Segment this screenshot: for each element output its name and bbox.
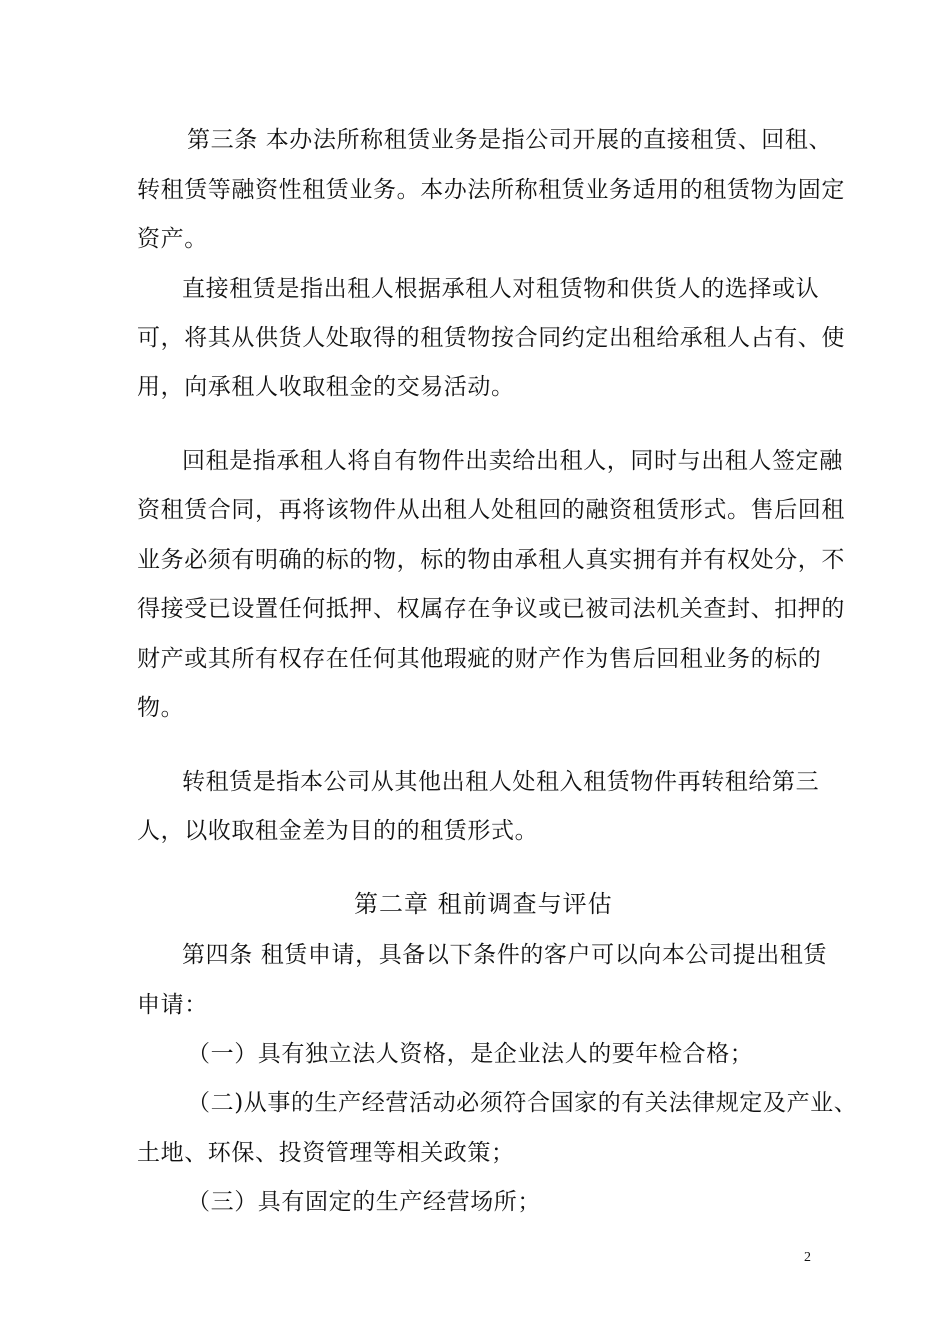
article-4-line-1: 第四条 租赁申请，具备以下条件的客户可以向本公司提出租赁 bbox=[182, 942, 828, 968]
leaseback-line-4: 得接受已设置任何抵押、权属存在争议或已被司法机关查封、扣押的 bbox=[137, 596, 845, 622]
leaseback-line-6: 物。 bbox=[137, 695, 185, 721]
leaseback-line-3: 业务必须有明确的标的物，标的物由承租人真实拥有并有权处分，不 bbox=[137, 547, 845, 573]
condition-2-line-2: 土地、环保、投资管理等相关政策； bbox=[137, 1140, 515, 1166]
condition-2-line-1: （二)从事的生产经营活动必须符合国家的有关法律规定及产业、 bbox=[187, 1090, 858, 1116]
sublease-line-1: 转租赁是指本公司从其他出租人处租入租赁物件再转租给第三 bbox=[182, 769, 820, 795]
leaseback-line-1: 回租是指承租人将自有物件出卖给出租人，同时与出租人签定融 bbox=[182, 448, 843, 474]
direct-lease-line-2: 可，将其从供货人处取得的租赁物按合同约定出租给承租人占有、使 bbox=[137, 325, 845, 351]
direct-lease-line-1: 直接租赁是指出租人根据承租人对租赁物和供货人的选择或认 bbox=[182, 276, 820, 302]
article-3-line-2: 转租赁等融资性租赁业务。本办法所称租赁业务适用的租赁物为固定 bbox=[137, 177, 845, 203]
page-number: 2 bbox=[804, 1250, 811, 1265]
leaseback-line-5: 财产或其所有权存在任何其他瑕疵的财产作为售后回租业务的标的 bbox=[137, 646, 822, 672]
article-4-line-2: 申请： bbox=[137, 992, 208, 1018]
article-3-line-1: 第三条 本办法所称租赁业务是指公司开展的直接租赁、回租、 bbox=[187, 127, 833, 153]
direct-lease-line-3: 用，向承租人收取租金的交易活动。 bbox=[137, 374, 515, 400]
article-3-line-3: 资产。 bbox=[137, 226, 208, 252]
condition-1: （一）具有独立法人资格，是企业法人的要年检合格； bbox=[187, 1041, 754, 1067]
chapter-2-heading: 第二章 租前调查与评估 bbox=[354, 890, 613, 918]
condition-3: （三）具有固定的生产经营场所； bbox=[187, 1189, 541, 1215]
leaseback-line-2: 资租赁合同，再将该物件从出租人处租回的融资租赁形式。售后回租 bbox=[137, 497, 845, 523]
sublease-line-2: 人，以收取租金差为目的的租赁形式。 bbox=[137, 818, 539, 844]
